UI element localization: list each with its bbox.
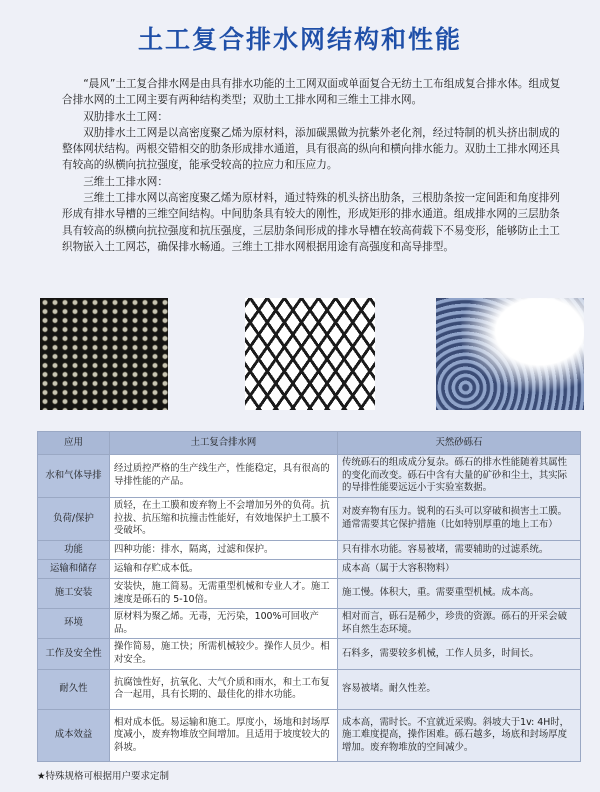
- geocomposite-cell: 质轻，在土工膜和废弃物上不会增加另外的负荷。抗拉拔、抗压缩和抗撞击性能好，有效地保护土工膜不受破坏。: [110, 497, 338, 540]
- table-row: [38, 559, 581, 578]
- row-category: 运输和储存: [38, 559, 110, 578]
- geocomposite-cell: 抗腐蚀性好，抗氧化、大气介质和雨水，和土工布复合一起用，具有长期的、最佳化的排水功能。: [110, 669, 338, 709]
- table-row: [38, 609, 581, 639]
- geocomposite-cell: 四种功能：排水，隔离，过滤和保护。: [110, 540, 338, 559]
- page-title: 土工复合排水网结构和性能: [137, 25, 462, 54]
- row-category: 工作及安全性: [38, 639, 110, 669]
- gravel-cell: 相对而言，砾石是稀少，珍贵的资源。砾石的开采会破坏自然生态环境。: [338, 609, 581, 639]
- geocomposite-cell: 安装快，施工简易。无需重型机械和专业人才。施工速度是砾石的 5-10倍。: [110, 578, 338, 608]
- header-geocomposite: 土工复合排水网: [110, 432, 338, 455]
- gravel-cell: 成本高（属于大容积物料）: [338, 559, 581, 578]
- gravel-cell: 传统砾石的组成成分复杂。砾石的排水性能随着其属性的变化而改变。砾石中含有大量的矿砂和尘土，其实际的导排性能要远远小于实验室数据。: [338, 455, 581, 498]
- diamond-net-photo: [245, 298, 375, 410]
- table-row: [38, 709, 581, 761]
- biaxial-net-photo: [40, 298, 168, 410]
- table-row: [38, 639, 581, 669]
- gravel-cell: 石料多，需要较多机械，工作人员多，时间长。: [338, 639, 581, 669]
- paragraph: 三维土工排水网以高密度聚乙烯为原材料，通过特殊的机头挤出肋条，三根肋条按一定间距和角度排列形成有排水导槽的三维空间结构。中间肋条具有较大的刚性，形成矩形的排水通道。组成排水网的三层肋条具有较高的纵横向抗拉强度和抗压强度，三层肋条间形成的排水导槽在较高荷载下不易变形，能够防止土工织物嵌入土工网芯，确保排水畅通。三维土工排水网根据用途有高强度和高导排型。: [62, 192, 560, 253]
- subheading: 双肋排水土工网：: [83, 110, 168, 123]
- header-application: 应用: [38, 432, 110, 455]
- geocomposite-cell: 经过质控严格的生产线生产，性能稳定，具有很高的导排性能的产品。: [110, 455, 338, 498]
- gravel-cell: 施工慢。体积大，重。需要重型机械。成本高。: [338, 578, 581, 608]
- gravel-cell: 成本高，需时长。不宜就近采购。斜坡大于1v: 4H时，施工难度提高，操作困难。砾石越多，场底和封场厚度增加。废弃物堆放的空间减少。: [338, 709, 581, 761]
- paragraph: 双肋排水土工网是以高密度聚乙烯为原材料，添加碳黑做为抗紫外老化剂，经过特制的机头挤出制成的整体网状结构。两根交错相交的肋条形成排水通道，具有很高的纵向和横向排水能力。双肋土工排水网还具有较高的纵横向抗拉强度，能承受较高的拉应力和压应力。: [62, 126, 560, 172]
- geocomposite-cell: 操作简易，施工快；所需机械较少。操作人员少。相对安全。: [110, 639, 338, 669]
- table-row: [38, 497, 581, 540]
- row-category: 水和气体导排: [38, 455, 110, 498]
- table-row: [38, 578, 581, 608]
- table-row: [38, 455, 581, 498]
- geocomposite-photo: [436, 298, 584, 410]
- row-category: 耐久性: [38, 669, 110, 709]
- comparison-table: [37, 431, 581, 762]
- header-gravel: 天然砂砾石: [338, 432, 581, 455]
- gravel-cell: 容易被堵。耐久性差。: [338, 669, 581, 709]
- row-category: 负荷/保护: [38, 497, 110, 540]
- gravel-cell: 对废弃物有压力。锐利的石头可以穿破和损害土工膜。通常需要其它保护措施（比如特别厚重的地上工布）: [338, 497, 581, 540]
- subheading: 三维土工排水网：: [83, 175, 168, 188]
- row-category: 功能: [38, 540, 110, 559]
- intro-text: [62, 76, 562, 255]
- geocomposite-cell: 原材料为聚乙烯。无毒，无污染，100%可回收产品。: [110, 609, 338, 639]
- footnote: ★特殊规格可根据用户要求定制: [37, 771, 170, 782]
- row-category: 施工安装: [38, 578, 110, 608]
- table-header-row: [38, 432, 581, 455]
- row-category: 成本效益: [38, 709, 110, 761]
- row-category: 环境: [38, 609, 110, 639]
- geocomposite-cell: 运输和存贮成本低。: [110, 559, 338, 578]
- table-row: [38, 540, 581, 559]
- product-photos: [40, 298, 580, 413]
- table-row: [38, 669, 581, 709]
- geocomposite-cell: 相对成本低。易运输和施工。厚度小，场地和封场厚度减小，废弃物堆放空间增加。且适用于坡度较大的斜坡。: [110, 709, 338, 761]
- gravel-cell: 只有排水功能。容易被堵，需要辅助的过滤系统。: [338, 540, 581, 559]
- paragraph: “晨风”土工复合排水网是由具有排水功能的土工网双面或单面复合无纺土工布组成复合排水体。组成复合排水网的土工网主要有两种结构类型；双肋土工排水网和三维土工排水网。: [62, 78, 561, 107]
